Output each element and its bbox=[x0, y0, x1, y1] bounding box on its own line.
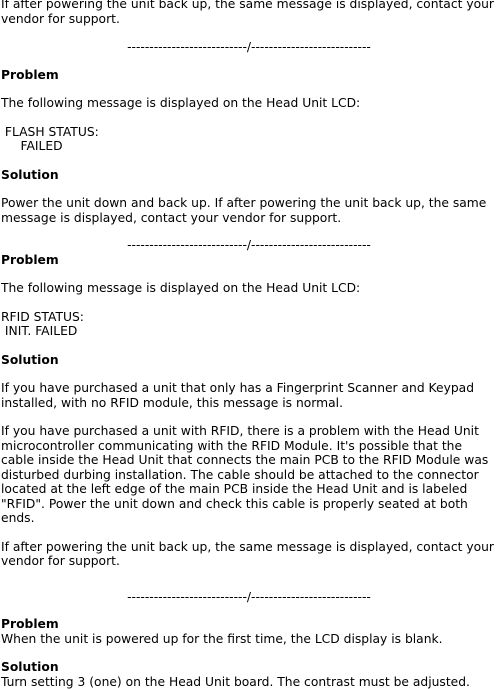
lcd-message-line: FAILED bbox=[1, 139, 497, 154]
problem-heading: Problem bbox=[1, 617, 497, 632]
lcd-message-line: INIT. FAILED bbox=[1, 324, 497, 339]
problem-text: The following message is displayed on the Head Unit LCD: bbox=[1, 281, 497, 296]
lcd-message-line: FLASH STATUS: bbox=[1, 125, 497, 140]
solution-paragraph: If you have purchased a unit with RFID, there is a problem with the Head Unit microcontroller communicating with the RFID Module. It's possible that the cable inside the Head Unit that connects the main PCB to the RFID Module was disturbed durbing installation. The cable should be attached to the connector located at the left edge of the main PCB inside the Head Unit and is labeled "RFID". Power the unit down and check this cable is properly seated at both ends. bbox=[1, 424, 497, 526]
section-separator: ---------------------------/--------------------------- bbox=[1, 40, 497, 55]
problem-heading: Problem bbox=[1, 68, 497, 83]
problem-heading: Problem bbox=[1, 253, 497, 268]
section-separator: ---------------------------/--------------------------- bbox=[1, 238, 497, 253]
solution-text: Turn setting 3 (one) on the Head Unit board. The contrast must be adjusted. bbox=[1, 675, 497, 689]
troubleshooting-document bbox=[1, 0, 497, 689]
problem-text: The following message is displayed on the Head Unit LCD: bbox=[1, 96, 497, 111]
section-separator: ---------------------------/--------------------------- bbox=[1, 590, 497, 605]
problem-text: When the unit is powered up for the first time, the LCD display is blank. bbox=[1, 632, 497, 647]
lcd-message-line: RFID STATUS: bbox=[1, 310, 497, 325]
solution-heading: Solution bbox=[1, 660, 497, 675]
solution-paragraph: If you have purchased a unit that only has a Fingerprint Scanner and Keypad installed, with no RFID module, this message is normal. bbox=[1, 381, 497, 410]
solution-heading: Solution bbox=[1, 168, 497, 183]
solution-paragraph: If after powering the unit back up, the same message is displayed, contact your vendor for support. bbox=[1, 540, 497, 569]
closing-paragraph: If after powering the unit back up, the same message is displayed, contact your vendor for support. bbox=[1, 0, 497, 26]
solution-text: Power the unit down and back up. If after powering the unit back up, the same message is displayed, contact your vendor for support. bbox=[1, 196, 497, 225]
solution-heading: Solution bbox=[1, 353, 497, 368]
